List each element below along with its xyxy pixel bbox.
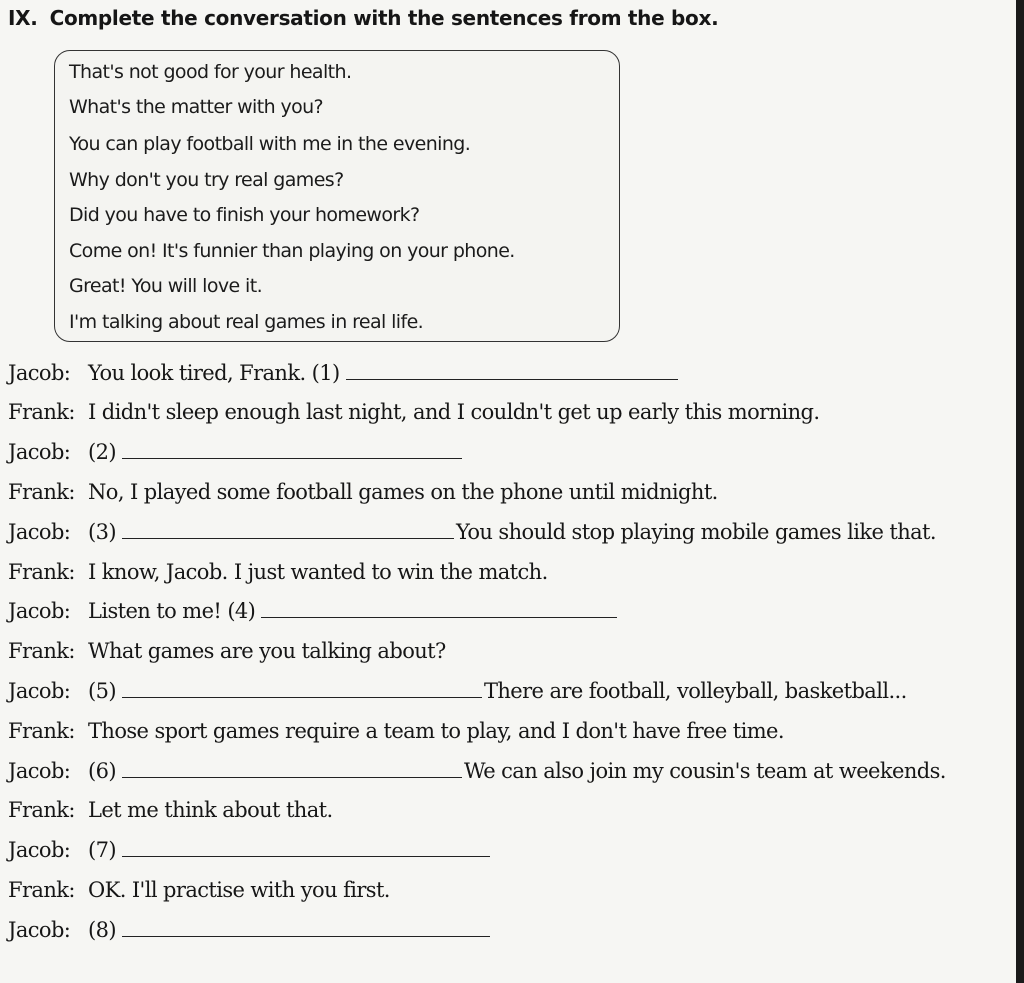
dialogue-line [8, 878, 390, 902]
dialogue-line [8, 560, 548, 584]
dialogue-line [8, 759, 946, 783]
exercise-number: IX. [8, 6, 38, 30]
line-text-after: There are football, volleyball, basketball... [483, 679, 907, 703]
speaker-label: Jacob: [8, 361, 71, 385]
dialogue-line [8, 798, 333, 822]
speaker-label: Frank: [8, 560, 75, 584]
dialogue-line [8, 639, 446, 663]
box-sentence: You can play football with me in the evening. [69, 133, 471, 155]
speaker-label: Jacob: [8, 520, 71, 544]
line-text: I know, Jacob. I just wanted to win the match. [88, 560, 548, 584]
dialogue-line [8, 480, 718, 504]
line-text: (2) [88, 440, 116, 464]
line-text: (6) [88, 759, 116, 783]
speaker-label: Frank: [8, 798, 75, 822]
speaker-label: Jacob: [8, 918, 71, 942]
speaker-label: Jacob: [8, 838, 71, 862]
speaker-label: Frank: [8, 480, 75, 504]
answer-blank-5[interactable] [122, 681, 482, 698]
dialogue-line [8, 679, 907, 703]
line-text: What games are you talking about? [88, 639, 446, 663]
page-edge-shadow [1016, 0, 1024, 983]
answer-blank-3[interactable] [122, 522, 454, 539]
line-text: Those sport games require a team to play, and I don't have free time. [88, 719, 784, 743]
line-text: (5) [88, 679, 116, 703]
answer-blank-6[interactable] [122, 761, 462, 778]
speaker-label: Frank: [8, 719, 75, 743]
speaker-label: Frank: [8, 400, 75, 424]
line-text: OK. I'll practise with you first. [88, 878, 390, 902]
dialogue-line [8, 440, 462, 464]
speaker-label: Frank: [8, 878, 75, 902]
answer-blank-2[interactable] [122, 442, 462, 459]
box-sentence: I'm talking about real games in real life. [69, 311, 424, 333]
line-text: Let me think about that. [88, 798, 333, 822]
exercise-instruction: Complete the conversation with the sentences from the box. [49, 6, 719, 30]
box-sentence: Did you have to finish your homework? [69, 204, 420, 226]
box-sentence: Why don't you try real games? [69, 169, 344, 191]
answer-blank-4[interactable] [261, 601, 617, 618]
speaker-label: Jacob: [8, 679, 71, 703]
speaker-label: Jacob: [8, 440, 71, 464]
answer-blank-8[interactable] [122, 920, 490, 937]
speaker-label: Frank: [8, 639, 75, 663]
box-sentence: Great! You will love it. [69, 275, 263, 297]
line-text-after: We can also join my cousin's team at weekends. [463, 759, 946, 783]
box-sentence: Come on! It's funnier than playing on your phone. [69, 240, 515, 262]
line-text: I didn't sleep enough last night, and I couldn't get up early this morning. [88, 400, 820, 424]
line-text: (7) [88, 838, 116, 862]
dialogue-line [8, 361, 678, 385]
dialogue-line [8, 838, 490, 862]
line-text: You look tired, Frank. (1) [88, 361, 340, 385]
dialogue-line [8, 520, 936, 544]
line-text: (8) [88, 918, 116, 942]
dialogue-line [8, 599, 617, 623]
answer-blank-7[interactable] [122, 840, 490, 857]
dialogue-line [8, 918, 490, 942]
line-text: No, I played some football games on the phone until midnight. [88, 480, 718, 504]
box-sentence: That's not good for your health. [69, 61, 352, 83]
speaker-label: Jacob: [8, 759, 71, 783]
answer-blank-1[interactable] [346, 363, 678, 380]
exercise-heading [8, 6, 718, 30]
line-text-after: You should stop playing mobile games like that. [455, 520, 936, 544]
box-sentence: What's the matter with you? [69, 96, 324, 118]
dialogue-line [8, 719, 784, 743]
sentence-box [54, 50, 620, 342]
line-text: (3) [88, 520, 116, 544]
line-text: Listen to me! (4) [88, 599, 256, 623]
dialogue-line [8, 400, 819, 424]
speaker-label: Jacob: [8, 599, 71, 623]
